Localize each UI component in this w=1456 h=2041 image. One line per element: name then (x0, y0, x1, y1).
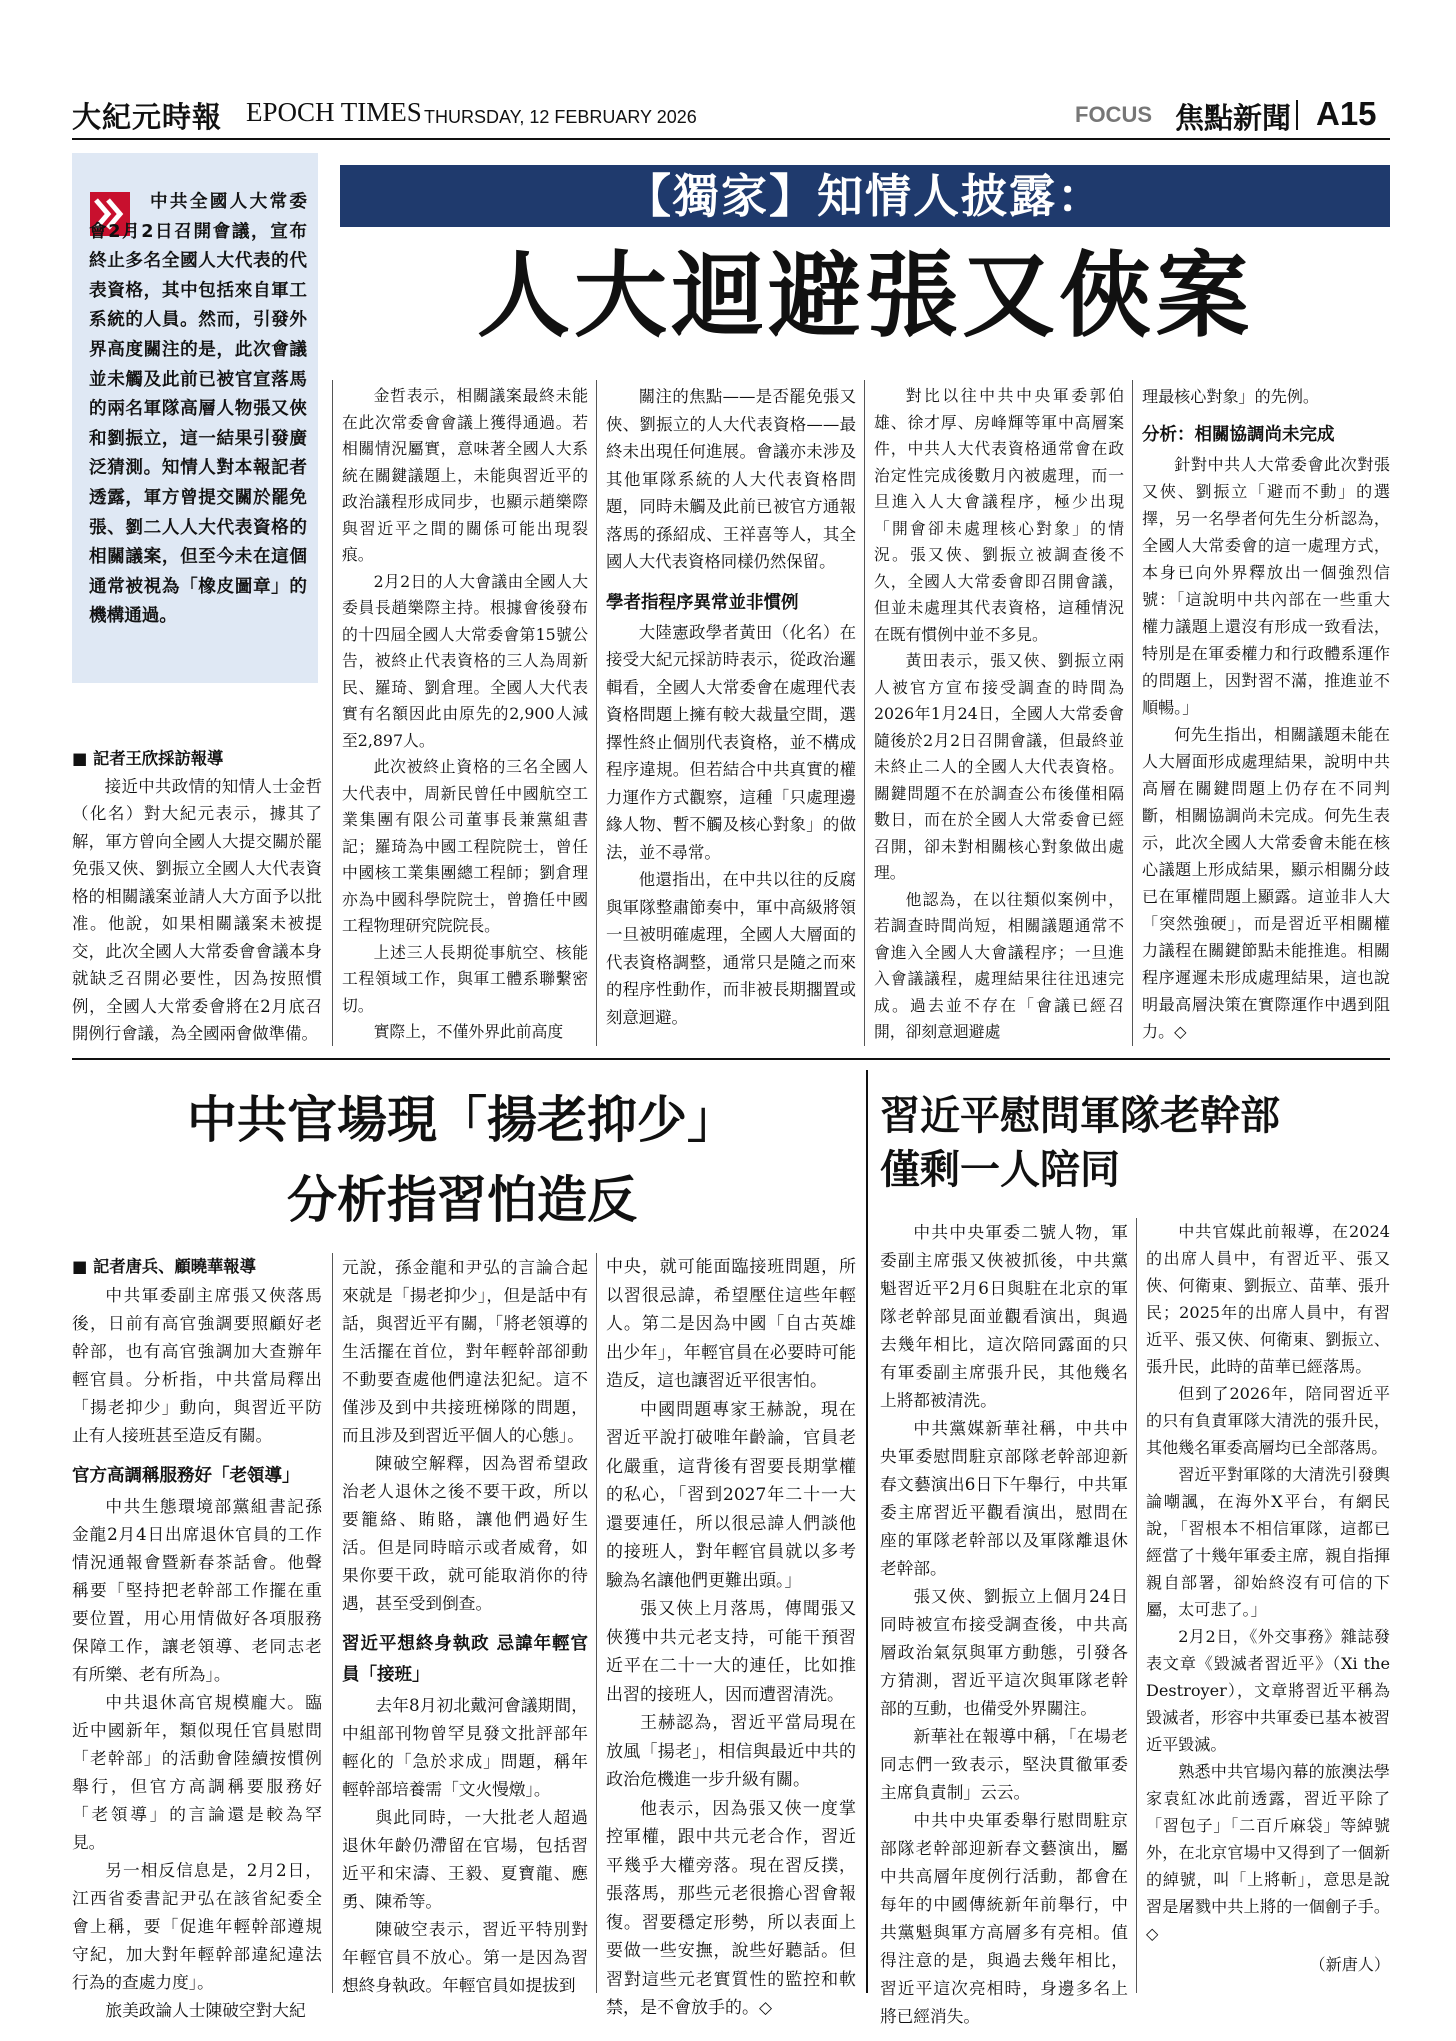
paragraph: 中共生態環境部黨組書記孫金龍2月4日出席退休官員的工作情況通報會暨新春茶話會。他聲稱要「堅持把老幹部工作擺在重要位置，用心用情做好各項服務保障工作，讓老領導、老同志老有所樂、老有所為」。 (72, 1496, 322, 1684)
column-rule (332, 380, 333, 1046)
story3-headline-line1: 習近平慰問軍隊老幹部 (880, 1093, 1280, 1139)
paragraph: 去年8月初北戴河會議期間，中組部刊物曾罕見發文批評部年輕化的「急於求成」問題，稱年輕幹部培養需「文火慢燉」。 (342, 1695, 588, 1799)
story1-column-5 (1142, 383, 1390, 1045)
paragraph: 另一相反信息是，2月2日，江西省委書記尹弘在該省紀委全會上稱，要「促進年輕幹部遵規守紀，加大對年輕幹部違紀違法行為的查處力度」。 (72, 1860, 322, 1992)
paragraph: 中共退休高官規模龐大。臨近中國新年，類似現任官員慰問「老幹部」的活動會陸續按慣例舉行，但官方高調稱要服務好「老領導」的言論還是較為罕見。 (72, 1692, 322, 1852)
paragraph: 中共軍委副主席張又俠落馬後，日前有高官強調要照顧好老幹部，也有高官強調加大查辦年輕官員。分析指，中共當局釋出「揚老抑少」動向，與習近平防止有人接班甚至造反有關。 (72, 1285, 322, 1445)
paragraph: 2月2日，《外交事務》雜誌發表文章《毀滅者習近平》（Xi the Destroyer），文章將習近平稱為毀滅者，形容中共軍委已基本被習近平毀滅。 (1146, 1627, 1390, 1754)
story2-column-1 (72, 1253, 322, 2024)
column-rule (596, 1253, 597, 1993)
paragraph: 陳破空表示，習近平特別對年輕官員不放心。第一是因為習想終身執政。年輕官員如提拔到 (342, 1919, 588, 1995)
section-title: 焦點新聞 (1175, 101, 1292, 135)
paragraph: 他還指出，在中共以往的反腐與軍隊整肅節奏中，軍中高級將領一旦被明確處理，全國人大層面的代表資格調整，通常只是隨之而來的程序性動作，而非被長期擱置或刻意迴避。 (606, 870, 856, 1027)
paragraph: 他認為，在以往類似案例中，若調查時間尚短，相關議題通常不會進入全國人大會議程序；一旦進入會議議程，處理結果往往迅速完成。過去並不存在「會議已經召開，卻刻意迴避處 (874, 889, 1124, 1041)
masthead-divider (1296, 100, 1298, 130)
column-rule (332, 1253, 333, 1993)
story2-headline-line2: 分析指習怕造反 (287, 1171, 637, 1229)
page-number: A15 (1316, 95, 1377, 132)
column-rule (1132, 380, 1133, 1046)
paragraph: 中共黨媒新華社稱，中共中央軍委慰問駐京部隊老幹部迎新春文藝演出6日下午舉行，中共軍委主席習近平觀看演出，慰問在座的軍隊老幹部以及軍隊離退休老幹部。 (880, 1418, 1128, 1578)
paragraph: 中國問題專家王赫說，現在習近平說打破唯年齡論，官員老化嚴重，這背後有習要長期掌權的私心，「習到2027年二十一大還要連任，所以很忌諱人們談他的接班人，對年輕官員就以多考驗為名讓他們更難出頭。」 (606, 1399, 856, 1591)
paragraph: 新華社在報導中稱，「在場老同志們一致表示，堅決貫徹軍委主席負責制」云云。 (880, 1726, 1128, 1802)
story3-headline-line2: 僅剩一人陪同 (880, 1147, 1120, 1193)
paragraph: 與此同時，一大批老人超過退休年齡仍滯留在官場，包括習近平和宋濤、王毅、夏寶龍、應勇、陳希等。 (342, 1807, 588, 1911)
paragraph: 接近中共政情的知情人士金哲（化名）對大紀元表示，據其了解，軍方曾向全國人大提交關於罷免張又俠、劉振立全國人大代表資格的相關議案並請人大方面予以批准。他說，如果相關議案未被提交，此次全國人大常委會會議本身就缺乏召開必要性，因為按照慣例，全國人大常委會將在2月底召開例行會議，為全國兩會做準備。 (72, 776, 322, 1043)
column-rule (1136, 1218, 1137, 1993)
story2-headline-line1: 中共官場現「揚老抑少」 (187, 1091, 737, 1149)
paragraph: 對比以往中共中央軍委郭伯雄、徐才厚、房峰輝等軍中高層案件，中共人大代表資格通常會在政治定性完成後數月內被處理，而一旦進入人大會議程序，極少出現「開會卻未處理核心對象」的情況。張又俠、劉振立被調查後不久，全國人大常委會即召開會議，但並未處理其代表資格，這種情況在既有慣例中並不多見。 (874, 386, 1124, 644)
column-rule (596, 380, 597, 1046)
paragraph: 但到了2026年，陪同習近平的只有負責軍隊大清洗的張升民，其他幾名軍委高層均已全部落馬。 (1146, 1384, 1390, 1457)
paragraph: 旅美政論人士陳破空對大紀 (105, 2000, 306, 2020)
paragraph: 習近平對軍隊的大清洗引發輿論嘲諷，在海外X平台，有網民說，「習根本不相信軍隊，這都已經當了十幾年軍委主席，親自指揮親自部署，卻始終沒有可信的下屬，太可悲了。」 (1146, 1465, 1390, 1619)
story1-kicker: 【獨家】知情人披露： (625, 169, 1105, 223)
paragraph: 中央，就可能面臨接班問題，所以習很忌諱，希望壓住這些年輕人。第二是因為中國「自古英雄出少年」，年輕官員在必要時可能造反，這也讓習近平很害怕。 (606, 1257, 856, 1391)
story3-source: （新唐人） (1309, 1955, 1390, 1974)
paragraph: 熟悉中共官場內幕的旅澳法學家袁紅冰此前透露，習近平除了「習包子」「二百斤麻袋」等綽號外，在北京官場中又得到了一個新的綽號，叫「上將斬」，意思是說習是屠戮中共上將的一個劊子手。◇ (1146, 1762, 1390, 1943)
masthead-logo: 大紀元時報 (72, 100, 223, 134)
story2-subhead-1: 官方高調稱服務好「老領導」 (72, 1466, 300, 1486)
paragraph: 中共官媒此前報導，在2024的出席人員中，有習近平、張又俠、何衛東、劉振立、苗華、張升民；2025年的出席人員中，有習近平、張又俠、何衛東、劉振立、張升民，此時的苗華已經落馬。 (1146, 1222, 1390, 1376)
paragraph: 大陸憲政學者黃田（化名）在接受大紀元採訪時表示，從政治邏輯看，全國人大常委會在處理代表資格問題上擁有較大裁量空間，選擇性終止個別代表資格，並不構成程序違規。但若結合中共真實的權力運作方式觀察，這種「只處理邊緣人物、暫不觸及核心對象」的做法，並不尋常。 (606, 622, 856, 862)
story1-subhead-2: 分析：相關協調尚未完成 (1142, 425, 1335, 445)
story-separator (866, 1070, 868, 1993)
story2-column-2 (342, 1253, 588, 1999)
story2-subhead-2: 習近平想終身執政 忌諱年輕官員「接班」 (342, 1634, 588, 1685)
paragraph: 上述三人長期從事航空、核能工程領域工作，與軍工體系聯繫密切。 (342, 942, 588, 1015)
masthead-name: EPOCH TIMES (246, 97, 422, 127)
paragraph: 王赫認為，習近平當局現在放風「揚老」，相信與最近中共的政治危機進一步升級有關。 (606, 1713, 856, 1790)
story1-byline: ■ 記者王欣採訪報導 (72, 749, 224, 768)
paragraph: 針對中共人大常委會此次對張又俠、劉振立「避而不動」的選擇，另一名學者何先生分析認為，全國人大常委會的這一處理方式，本身已向外界釋放出一個強烈信號：「這說明中共內部在一些重大權力議題上還沒有形成一致看法，特別是在軍委權力和行政體系運作的問題上，因對習不滿，推進並不順暢。」 (1142, 455, 1390, 717)
section-focus-label: FOCUS (1075, 102, 1152, 127)
story2-column-3 (606, 1253, 856, 2023)
paragraph: 張又俠上月落馬，傳聞張又俠獲中共元老支持，可能干預習近平在二十一大的連任，比如推出習的接班人，因而遭習清洗。 (606, 1599, 856, 1705)
story1-subhead-1: 學者指程序異常並非慣例 (606, 592, 799, 613)
masthead-rule (72, 138, 1390, 140)
story3-column-1 (880, 1218, 1128, 2030)
paragraph: 黃田表示，張又俠、劉振立兩人被官方宣布接受調查的時間為2026年1月24日，全國人大常委會隨後於2月2日召開會議，但最終並未終止二人的全國人大代表資格。關鍵問題不在於調查公布後僅相隔數日，而在於全國人大常委會已經召開，卻未對相關核心對象做出處理。 (874, 651, 1124, 882)
paragraph: 元說，孫金龍和尹弘的言論合起來就是「揚老抑少」，但是話中有話，與習近平有關，「將老領導的生活擺在首位，對年輕幹部卻動不動要查處他們違法犯紀。這不僅涉及到中共接班梯隊的問題，而且涉及到習近平個人的心態」。 (342, 1257, 588, 1445)
lead-summary: 中共全國人大常委會2月2日召開會議，宣布終止多名全國人大代表的代表資格，其中包括來自軍工系統的人員。然而，引發外界高度關注的是，此次會議並未觸及此前已被官宣落馬的兩名軍隊高層人物張又俠和劉振立，這一結果引發廣泛猜測。知情人對本報記者透露，軍方曾提交關於罷免張、劉二人人大代表資格的相關議案，但至今未在這個通常被視為「橡皮圖章」的機構通過。 (89, 192, 307, 627)
masthead-date: THURSDAY, 12 FEBRUARY 2026 (424, 107, 697, 127)
paragraph: 中共中央軍委舉行慰問駐京部隊老幹部迎新春文藝演出，屬中共高層年度例行活動，都會在每年的中國傳統新年前舉行，中共黨魁與軍方高層多有亮相。值得注意的是，與過去幾年相比，習近平這次亮相時，身邊多名上將已經消失。 (880, 1810, 1128, 2026)
paragraph: 陳破空解釋，因為習希望政治老人退休之後不要干政，所以要籠絡、賄賂，讓他們過好生活。但是同時暗示或者威脅，如果你要干政，就可能取消你的待遇，甚至受到倒查。 (342, 1453, 588, 1613)
paragraph: 理最核心對象」的先例。 (1142, 387, 1320, 406)
story1-column-3 (606, 383, 856, 1031)
paragraph: 關注的焦點——是否罷免張又俠、劉振立的人大代表資格——最終未出現任何進展。會議亦未涉及其他軍隊系統的人大代表資格問題，同時未觸及此前已被官方通報落馬的孫紹成、王祥喜等人，其全國人大代表資格同樣仍然保留。 (606, 387, 856, 571)
story3-column-2 (1146, 1218, 1390, 1978)
paragraph: 金哲表示，相關議案最終未能在此次常委會會議上獲得通過。若相關情況屬實，意味著全國人大系統在關鍵議題上，未能與習近平的政治議程形成同步，也顯示趙樂際與習近平之間的關係可能出現裂痕。 (342, 386, 588, 564)
paragraph: 他表示，因為張又俠一度掌控軍權，跟中共元老合作，習近平幾乎大權旁落。現在習反撲，張落馬，那些元老很擔心習會報復。習要穩定形勢，所以表面上要做一些安撫，說些好聽話。但習對這些元老實質性的監控和軟禁，是不會放手的。◇ (606, 1798, 856, 2018)
story2-byline: ■ 記者唐兵、顧曉華報導 (72, 1257, 256, 1276)
section-rule (72, 1058, 1390, 1060)
paragraph: 2月2日的人大會議由全國人大委員長趙樂際主持。根據會後發布的十四屆全國人大常委會第15號公告，被終止代表資格的三人為周新民、羅琦、劉倉理。全國人大代表實有名額因此由原先的2,900人減至2,897人。 (342, 571, 588, 750)
story1-column-1 (72, 745, 322, 1048)
paragraph: 何先生指出，相關議題未能在人大層面形成處理結果，說明中共高層在關鍵問題上仍存在不同判斷，相關協調尚未完成。何先生表示，此次全國人大常委會未能在核心議題上形成結果，顯示相關分歧已在軍權問題上顯露。這並非人大「突然強硬」，而是習近平相關權力議程在關鍵節點未能推進。相關程序遲遲未形成處理結果，這也說明最高層決策在實際運作中遇到阻力。◇ (1142, 725, 1390, 1041)
story1-column-2 (342, 383, 588, 1046)
paragraph: 中共中央軍委二號人物，軍委副主席張又俠被抓後，中共黨魁習近平2月6日與駐在北京的軍隊老幹部見面並觀看演出，與過去幾年相比，這次陪同露面的只有軍委副主席張升民，其他幾名上將都被清洗。 (880, 1222, 1128, 1410)
paragraph: 張又俠、劉振立上個月24日同時被宣布接受調查後，中共高層政治氣氛與軍方動態，引發各方猜測，習近平這次與軍隊老幹部的互動，也備受外界關注。 (880, 1586, 1128, 1718)
story1-column-4 (874, 383, 1124, 1046)
paragraph: 此次被終止資格的三名全國人大代表中，周新民曾任中國航空工業集團有限公司董事長兼黨組書記；羅琦為中國工程院院士，曾任中國核工業集團總工程師；劉倉理亦為中國科學院院士，曾擔任中國工程物理研究院院長。 (342, 757, 588, 935)
story1-headline: 人大迴避張又俠案 (477, 241, 1253, 350)
column-rule (864, 380, 865, 1046)
paragraph: 實際上，不僅外界此前高度 (373, 1022, 564, 1041)
